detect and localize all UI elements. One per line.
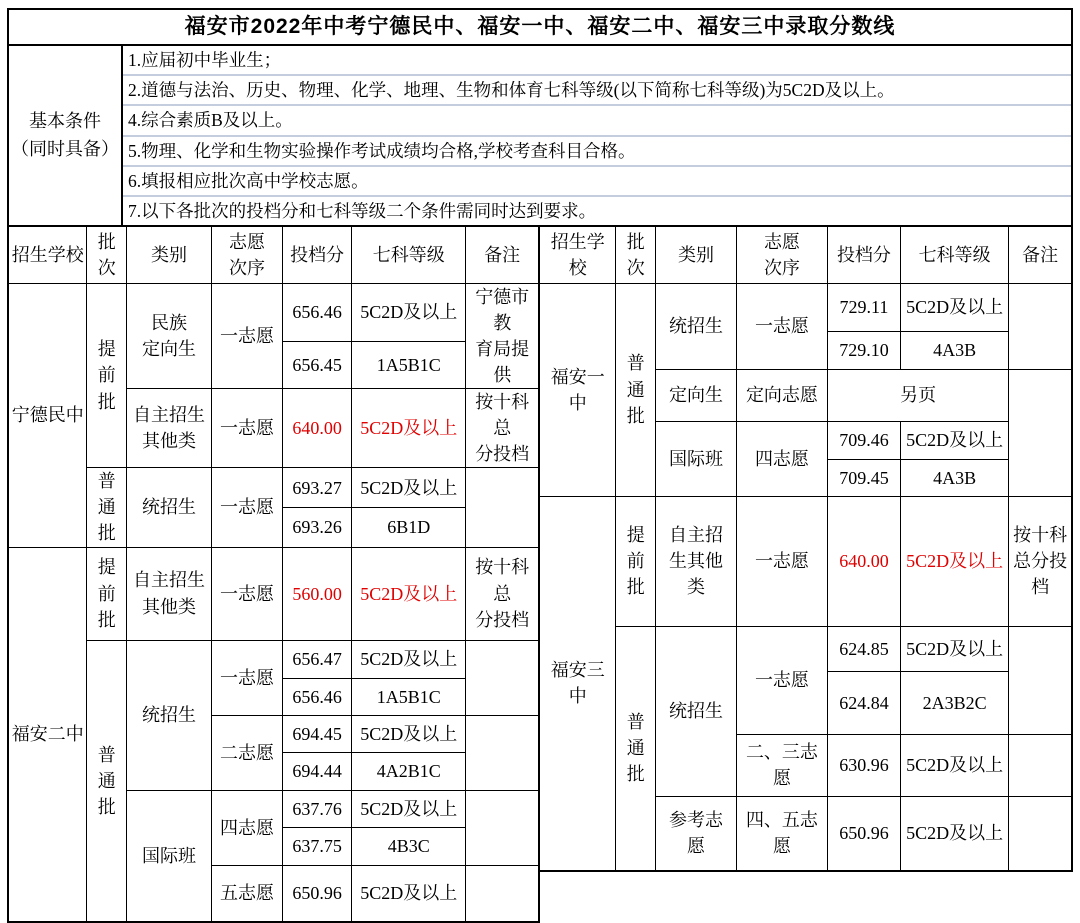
remark-cell xyxy=(466,468,539,547)
column-header: 批 次 xyxy=(616,226,656,283)
left-table-wrap xyxy=(7,225,540,923)
batch-cell: 提 前 批 xyxy=(616,496,656,626)
left-admissions-table xyxy=(7,225,540,923)
column-header: 投档分 xyxy=(283,226,352,283)
condition-item: 6.填报相应批次高中学校志愿。 xyxy=(123,167,1071,197)
score-cell: 624.84 xyxy=(827,671,900,734)
remark-cell xyxy=(1009,626,1072,734)
score-cell: 650.96 xyxy=(827,796,900,871)
remark-cell xyxy=(1009,369,1072,496)
grade-cell: 5C2D及以上 xyxy=(900,734,1008,796)
score-cell: 另页 xyxy=(827,369,1008,421)
choice-order-cell: 五志愿 xyxy=(211,865,282,922)
table-row xyxy=(8,640,539,678)
column-header: 志愿 次序 xyxy=(211,226,282,283)
score-cell: 630.96 xyxy=(827,734,900,796)
remark-cell xyxy=(1009,796,1072,871)
choice-order-cell: 一志愿 xyxy=(736,626,827,734)
choice-order-cell: 一志愿 xyxy=(211,640,282,715)
grade-cell: 5C2D及以上 xyxy=(352,468,466,508)
conditions-label-line1: 基本条件 xyxy=(29,110,101,131)
batch-cell: 提 前 批 xyxy=(87,283,127,468)
score-cell: 729.10 xyxy=(827,331,900,369)
grade-cell: 2A3B2C xyxy=(900,671,1008,734)
category-cell: 自主招 生其他 类 xyxy=(656,496,737,626)
school-cell: 福安二中 xyxy=(8,547,87,922)
grade-cell: 6B1D xyxy=(352,508,466,547)
choice-order-cell: 二、三志愿 xyxy=(736,734,827,796)
grade-cell: 5C2D及以上 xyxy=(900,796,1008,871)
choice-order-cell: 一志愿 xyxy=(211,283,282,388)
condition-item: 7.以下各批次的投档分和七科等级二个条件需同时达到要求。 xyxy=(128,200,597,221)
column-header: 志愿 次序 xyxy=(736,226,827,283)
score-cell: 656.47 xyxy=(283,640,352,678)
batch-cell: 普 通 批 xyxy=(616,283,656,496)
remark-cell xyxy=(1009,283,1072,369)
category-cell: 统招生 xyxy=(127,468,212,547)
table-row xyxy=(539,626,1072,671)
grade-cell: 4A3B xyxy=(900,459,1008,496)
choice-order-cell: 一志愿 xyxy=(211,468,282,547)
document xyxy=(7,8,1073,923)
grade-cell: 5C2D及以上 xyxy=(900,283,1008,331)
column-header: 类别 xyxy=(127,226,212,283)
remark-cell xyxy=(466,790,539,865)
remark-cell: 按十科总 分投档 xyxy=(466,389,539,468)
batch-cell: 提 前 批 xyxy=(87,547,127,640)
score-cell: 637.75 xyxy=(283,827,352,865)
choice-order-cell: 二志愿 xyxy=(211,715,282,790)
score-cell: 693.26 xyxy=(283,508,352,547)
score-cell: 709.45 xyxy=(827,459,900,496)
column-header: 七科等级 xyxy=(352,226,466,283)
admissions-tables xyxy=(7,225,1073,923)
column-header: 类别 xyxy=(656,226,737,283)
grade-cell: 5C2D及以上 xyxy=(352,865,466,922)
score-cell: 656.46 xyxy=(283,678,352,715)
grade-cell: 5C2D及以上 xyxy=(900,421,1008,459)
condition-item: 4.综合素质B及以上。 xyxy=(123,106,1071,136)
grade-cell: 5C2D及以上 xyxy=(900,496,1008,626)
batch-cell: 普 通 批 xyxy=(87,640,127,922)
score-cell: 694.45 xyxy=(283,715,352,752)
grade-cell: 5C2D及以上 xyxy=(352,283,466,342)
grade-cell: 5C2D及以上 xyxy=(352,790,466,827)
school-cell: 宁德民中 xyxy=(8,283,87,547)
score-cell: 624.85 xyxy=(827,626,900,671)
batch-cell: 普 通 批 xyxy=(87,468,127,547)
grade-cell: 5C2D及以上 xyxy=(900,626,1008,671)
header-row xyxy=(539,226,1072,283)
batch-cell: 普 通 批 xyxy=(616,626,656,871)
category-cell: 国际班 xyxy=(656,421,737,496)
category-cell: 参考志 愿 xyxy=(656,796,737,871)
choice-order-cell: 四志愿 xyxy=(211,790,282,865)
score-cell: 729.11 xyxy=(827,283,900,331)
remark-cell xyxy=(466,640,539,715)
choice-order-cell: 四志愿 xyxy=(736,421,827,496)
choice-order-cell: 定向志愿 xyxy=(736,369,827,421)
choice-order-cell: 一志愿 xyxy=(211,547,282,640)
page-title: 福安市2022年中考宁德民中、福安一中、福安二中、福安三中录取分数线 xyxy=(7,8,1073,46)
category-cell: 统招生 xyxy=(656,626,737,796)
grade-cell: 1A5B1C xyxy=(352,678,466,715)
table-row xyxy=(8,468,539,508)
grade-cell: 4A3B xyxy=(900,331,1008,369)
column-header: 招生学校 xyxy=(8,226,87,283)
grade-cell: 4B3C xyxy=(352,827,466,865)
category-cell: 国际班 xyxy=(127,790,212,922)
basic-conditions-section xyxy=(7,46,1073,227)
column-header: 备注 xyxy=(466,226,539,283)
score-cell: 637.76 xyxy=(283,790,352,827)
grade-cell: 5C2D及以上 xyxy=(352,389,466,468)
choice-order-cell: 一志愿 xyxy=(736,283,827,369)
condition-item: 2.道德与法治、历史、物理、化学、地理、生物和体育七科等级(以下简称七科等级)为5C2D及以上。 xyxy=(123,76,1071,106)
remark-cell xyxy=(1009,734,1072,796)
score-cell: 656.46 xyxy=(283,283,352,342)
score-cell: 560.00 xyxy=(283,547,352,640)
column-header: 备注 xyxy=(1009,226,1072,283)
conditions-label-line2: （同时具备） xyxy=(11,138,119,159)
category-cell: 自主招生 其他类 xyxy=(127,389,212,468)
score-cell: 656.45 xyxy=(283,342,352,389)
remark-cell: 宁德市教 育局提供 xyxy=(466,283,539,388)
grade-cell: 5C2D及以上 xyxy=(352,640,466,678)
column-header: 投档分 xyxy=(827,226,900,283)
right-table-wrap xyxy=(540,225,1073,923)
category-cell: 民族 定向生 xyxy=(127,283,212,388)
school-cell: 福安一中 xyxy=(539,283,616,496)
score-cell: 694.44 xyxy=(283,752,352,790)
remark-cell: 按十科总 分投档 xyxy=(466,547,539,640)
column-header: 招生学校 xyxy=(539,226,616,283)
score-cell: 640.00 xyxy=(283,389,352,468)
table-row xyxy=(8,283,539,342)
conditions-list xyxy=(123,46,1071,225)
category-cell: 统招生 xyxy=(656,283,737,369)
choice-order-cell: 一志愿 xyxy=(736,496,827,626)
conditions-label xyxy=(9,46,123,225)
grade-cell: 1A5B1C xyxy=(352,342,466,389)
score-cell: 640.00 xyxy=(827,496,900,626)
grade-cell: 5C2D及以上 xyxy=(352,715,466,752)
table-row xyxy=(539,283,1072,331)
grade-cell: 5C2D及以上 xyxy=(352,547,466,640)
choice-order-cell: 四、五志愿 xyxy=(736,796,827,871)
condition-item: 5.物理、化学和生物实验操作考试成绩均合格,学校考查科目合格。 xyxy=(123,137,1071,167)
category-cell: 定向生 xyxy=(656,369,737,421)
grade-cell: 4A2B1C xyxy=(352,752,466,790)
category-cell: 统招生 xyxy=(127,640,212,790)
remark-cell: 按十科 总分投 档 xyxy=(1009,496,1072,626)
score-cell: 693.27 xyxy=(283,468,352,508)
remark-cell xyxy=(466,715,539,790)
right-admissions-table xyxy=(538,225,1073,872)
remark-cell xyxy=(466,865,539,922)
column-header: 批 次 xyxy=(87,226,127,283)
condition-item: 1.应届初中毕业生； xyxy=(123,46,1071,76)
column-header: 七科等级 xyxy=(900,226,1008,283)
score-cell: 709.46 xyxy=(827,421,900,459)
school-cell: 福安三中 xyxy=(539,496,616,871)
score-cell: 650.96 xyxy=(283,865,352,922)
category-cell: 自主招生 其他类 xyxy=(127,547,212,640)
table-row xyxy=(539,496,1072,626)
table-row xyxy=(8,547,539,640)
header-row xyxy=(8,226,539,283)
choice-order-cell: 一志愿 xyxy=(211,389,282,468)
